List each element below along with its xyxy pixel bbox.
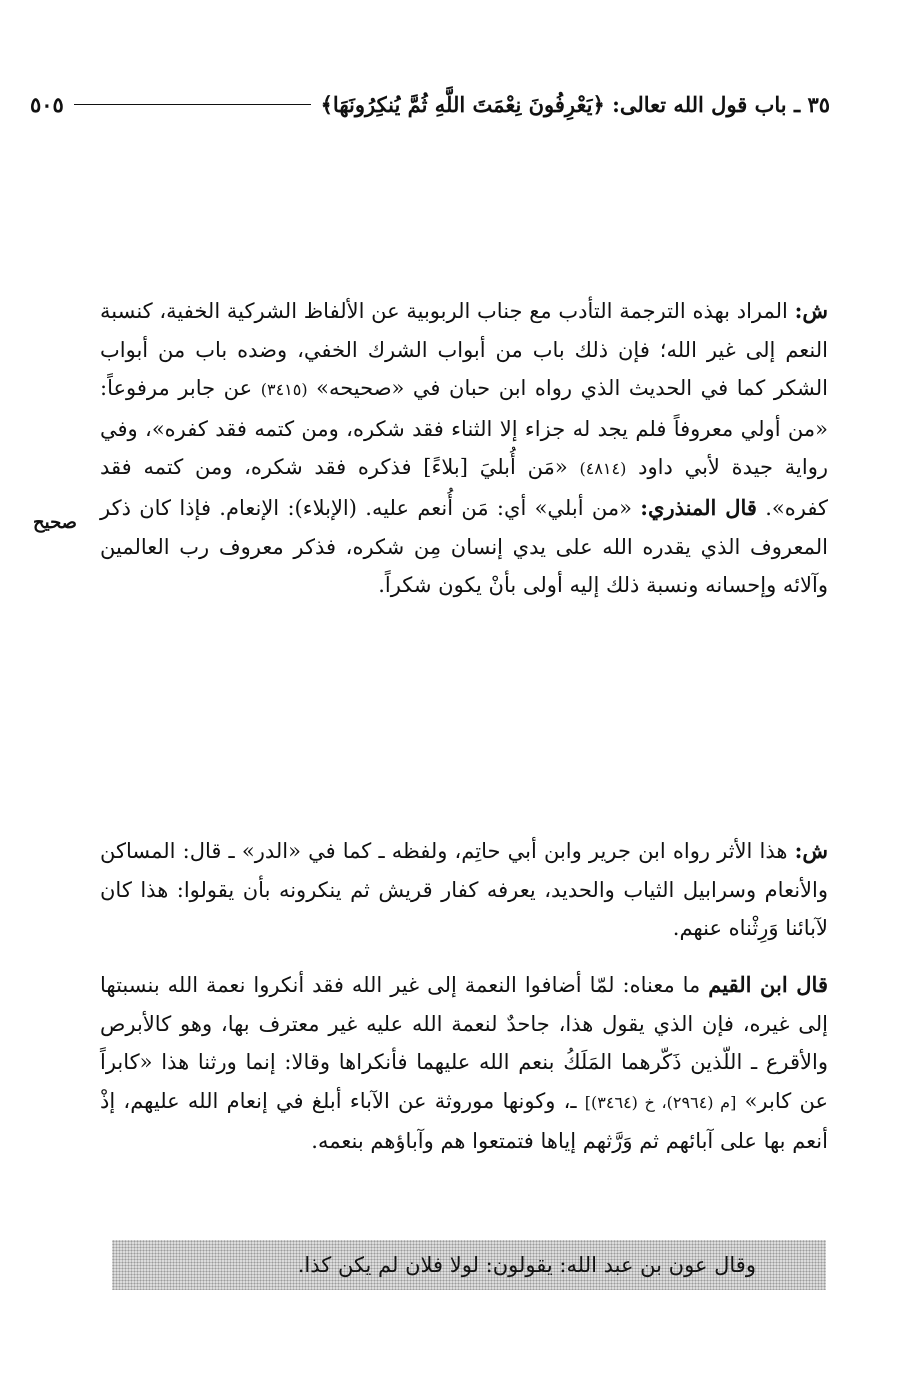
quote-text: وقال عون بن عبد الله: يقولون: لولا فلان لم يكن كذا. xyxy=(297,1253,756,1277)
header-rule xyxy=(74,104,311,105)
commentary-paragraph-2 xyxy=(100,832,828,948)
reference-number: (٤٨١٤) xyxy=(579,459,627,479)
body-text: هذا الأثر رواه ابن جرير وابن أبي حاتِم، ولفظه ـ كما في «الدر» ـ قال: المساكن والأنعام وسرابيل الثياب والحديد، يعرفه كفار قريش ثم ينكرونه بأن يقولوا: هذا كان لآبائنا وَرِثْناه عنهم. xyxy=(100,839,828,941)
commentary-paragraph-3 xyxy=(100,966,828,1161)
body-text: المراد بهذه الترجمة التأدب مع جناب الربوبية عن الألفاظ الشركية الخفية، كنسبة النعم إلى غير الله؛ فإن ذلك باب من أبواب الشرك الخفي، وضده باب من أبواب الشكر كما في الحديث الذي رواه ابن حبان في «صحيحه» xyxy=(100,299,828,401)
commentary-marker: ش: xyxy=(794,298,828,323)
body-text: «مَن أُبليَ [بلاءً] فذكره فقد شكره، ومن كتمه فقد كفره». xyxy=(100,455,828,520)
page-number: ٥٠٥ xyxy=(30,91,64,117)
body-text: ما معناه: لمّا أضافوا النعمة إلى غير الله فقد أنكروا نعمة الله بنسبتها إلى غيره، فإن الذي يقول هذا، جاحدٌ لنعمة الله عليه غير معترف بها، وهو كالأبرص والأقرع ـ اللّذين ذَكّرهما المَلَكُ بنعم الله عليهما فأنكراها وقالا: إنما ورثنا هذا «كابراً عن كابر» xyxy=(100,973,829,1113)
commentary-marker: ش: xyxy=(794,838,828,863)
cited-scholar: قال ابن القيم xyxy=(708,972,828,997)
shaded-quote-box xyxy=(112,1240,826,1290)
reference-number: (٣٤١٥) xyxy=(260,380,308,400)
margin-note: صحيح xyxy=(33,512,77,533)
body-text: ـ، وكونها موروثة عن الآباء أبلغ في إنعام الله عليهم، إذْ أنعم بها على آبائهم ثم وَرَّثهم إياها فتمتعوا هم وآباؤهم بنعمه. xyxy=(100,1088,828,1154)
reference-number: [م (٢٩٦٤)، خ (٣٤٦٤)] xyxy=(584,1092,737,1112)
body-text: عن جابر مرفوعاً: «من أولي معروفاً فلم يجد له جزاء إلا الثناء فقد شكره، ومن كتمه فقد كفره»، وفي رواية جيدة لأبي داود xyxy=(100,376,828,480)
cited-scholar: قال المنذري: xyxy=(640,494,757,520)
page-header xyxy=(30,84,830,124)
body-text: «من أبلي» أي: مَن أُنعم عليه. (الإبلاء): الإنعام. فإذا كان ذكر المعروف الذي يقدره الله على يدي إنسان مِن شكره، فذكر معروف رب العالمين وآلائه وإحسانه ونسبة ذلك إليه أولى بأنْ يكون شكراً. xyxy=(100,495,828,598)
commentary-paragraph-1 xyxy=(100,292,828,605)
chapter-title: ٣٥ ـ باب قول الله تعالى: ﴿يَعْرِفُونَ نِعْمَتَ اللَّهِ ثُمَّ يُنكِرُونَهَا﴾ xyxy=(320,91,830,117)
